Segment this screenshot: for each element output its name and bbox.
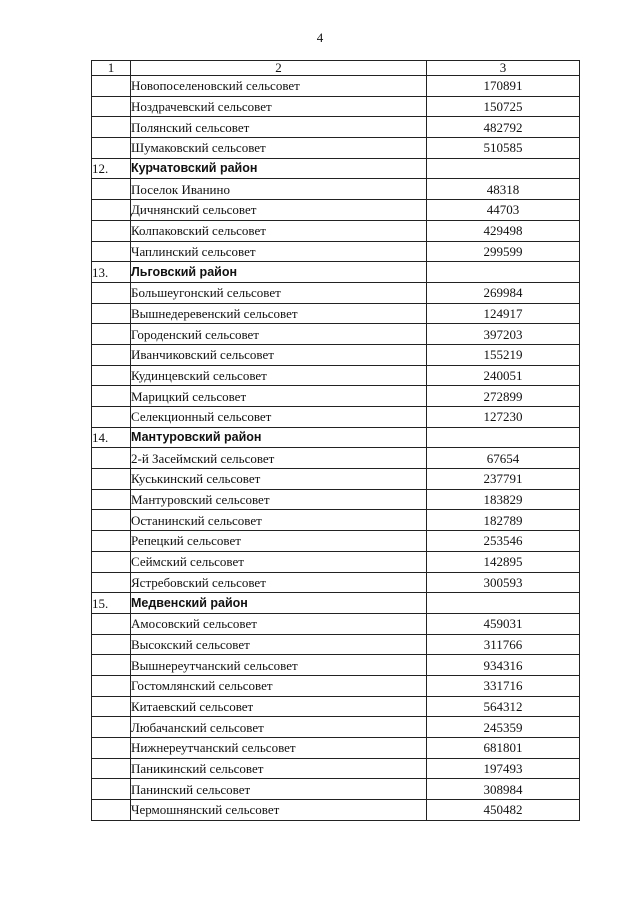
table-row — [92, 738, 580, 759]
row-value: 308984 — [427, 779, 580, 800]
settlement-name: Вышнереутчанский сельсовет — [131, 655, 427, 676]
table-row — [92, 138, 580, 159]
table-row — [92, 696, 580, 717]
table-row — [92, 551, 580, 572]
row-value: 245359 — [427, 717, 580, 738]
row-number: 13. — [92, 262, 131, 283]
table-row — [92, 448, 580, 469]
settlement-name: Куськинский сельсовет — [131, 469, 427, 490]
row-value: 450482 — [427, 800, 580, 821]
row-number — [92, 96, 131, 117]
row-number: 15. — [92, 593, 131, 614]
row-value: 44703 — [427, 200, 580, 221]
row-value: 397203 — [427, 324, 580, 345]
row-number — [92, 138, 131, 159]
row-number — [92, 531, 131, 552]
row-value: 67654 — [427, 448, 580, 469]
settlement-name: Иванчиковский сельсовет — [131, 344, 427, 365]
row-number — [92, 758, 131, 779]
row-value: 150725 — [427, 96, 580, 117]
table-row — [92, 489, 580, 510]
row-number — [92, 510, 131, 531]
row-value: 170891 — [427, 76, 580, 97]
row-number — [92, 469, 131, 490]
settlement-name: Селекционный сельсовет — [131, 407, 427, 428]
row-value: 299599 — [427, 241, 580, 262]
row-value: 155219 — [427, 344, 580, 365]
table-header-row — [92, 61, 580, 76]
settlement-name: Кудинцевский сельсовет — [131, 365, 427, 386]
settlement-name: Колпаковский сельсовет — [131, 220, 427, 241]
row-value: 311766 — [427, 634, 580, 655]
settlement-name: Большеугонский сельсовет — [131, 282, 427, 303]
settlement-name: Шумаковский сельсовет — [131, 138, 427, 159]
table-row — [92, 779, 580, 800]
table-row — [92, 469, 580, 490]
row-value: 48318 — [427, 179, 580, 200]
settlement-name: Ястребовский сельсовет — [131, 572, 427, 593]
district-name: Курчатовский район — [131, 158, 427, 179]
table-row — [92, 344, 580, 365]
row-value — [427, 427, 580, 448]
row-value: 331716 — [427, 675, 580, 696]
table-row — [92, 800, 580, 821]
row-number — [92, 324, 131, 345]
row-number — [92, 696, 131, 717]
row-value: 240051 — [427, 365, 580, 386]
settlement-name: Сеймский сельсовет — [131, 551, 427, 572]
table-row — [92, 179, 580, 200]
settlement-name: Ноздрачевский сельсовет — [131, 96, 427, 117]
table-row — [92, 613, 580, 634]
row-value — [427, 158, 580, 179]
row-number — [92, 303, 131, 324]
row-value: 142895 — [427, 551, 580, 572]
row-value: 269984 — [427, 282, 580, 303]
budget-table — [91, 60, 580, 821]
settlement-name: Дичнянский сельсовет — [131, 200, 427, 221]
row-number — [92, 717, 131, 738]
row-number — [92, 220, 131, 241]
settlement-name: 2-й Засеймский сельсовет — [131, 448, 427, 469]
table-row — [92, 200, 580, 221]
table-row — [92, 117, 580, 138]
row-value: 127230 — [427, 407, 580, 428]
table-row — [92, 365, 580, 386]
row-value: 459031 — [427, 613, 580, 634]
settlement-name: Останинский сельсовет — [131, 510, 427, 531]
row-value: 510585 — [427, 138, 580, 159]
row-number — [92, 344, 131, 365]
table-row — [92, 282, 580, 303]
district-row — [92, 593, 580, 614]
row-value: 183829 — [427, 489, 580, 510]
district-row — [92, 158, 580, 179]
settlement-name: Марицкий сельсовет — [131, 386, 427, 407]
row-number — [92, 241, 131, 262]
row-number — [92, 551, 131, 572]
settlement-name: Панинский сельсовет — [131, 779, 427, 800]
row-value: 197493 — [427, 758, 580, 779]
row-number: 14. — [92, 427, 131, 448]
settlement-name: Городенский сельсовет — [131, 324, 427, 345]
row-number — [92, 76, 131, 97]
settlement-name: Любачанский сельсовет — [131, 717, 427, 738]
row-number — [92, 613, 131, 634]
row-number — [92, 282, 131, 303]
row-value: 681801 — [427, 738, 580, 759]
settlement-name: Чермошнянский сельсовет — [131, 800, 427, 821]
district-name: Медвенский район — [131, 593, 427, 614]
district-name: Льговский район — [131, 262, 427, 283]
row-value: 429498 — [427, 220, 580, 241]
table-row — [92, 303, 580, 324]
table-row — [92, 655, 580, 676]
row-number — [92, 779, 131, 800]
row-number — [92, 738, 131, 759]
table-body — [92, 61, 580, 821]
settlement-name: Китаевский сельсовет — [131, 696, 427, 717]
district-name: Мантуровский район — [131, 427, 427, 448]
row-number — [92, 489, 131, 510]
table-row — [92, 510, 580, 531]
settlement-name: Полянский сельсовет — [131, 117, 427, 138]
row-number — [92, 655, 131, 676]
row-number — [92, 200, 131, 221]
row-number — [92, 407, 131, 428]
district-row — [92, 262, 580, 283]
table-row — [92, 407, 580, 428]
table-row — [92, 758, 580, 779]
row-value: 124917 — [427, 303, 580, 324]
table-row — [92, 324, 580, 345]
table-row — [92, 241, 580, 262]
settlement-name: Чаплинский сельсовет — [131, 241, 427, 262]
settlement-name: Вышнедеревенский сельсовет — [131, 303, 427, 324]
table-row — [92, 572, 580, 593]
row-value: 237791 — [427, 469, 580, 490]
row-number — [92, 800, 131, 821]
table-row — [92, 634, 580, 655]
row-value: 934316 — [427, 655, 580, 676]
table-row — [92, 531, 580, 552]
table-row — [92, 220, 580, 241]
table-row — [92, 675, 580, 696]
row-value: 253546 — [427, 531, 580, 552]
row-number — [92, 386, 131, 407]
row-value — [427, 593, 580, 614]
row-number — [92, 448, 131, 469]
settlement-name: Паникинский сельсовет — [131, 758, 427, 779]
settlement-name: Мантуровский сельсовет — [131, 489, 427, 510]
header-col-2: 2 — [131, 61, 427, 76]
row-number — [92, 675, 131, 696]
table-row — [92, 96, 580, 117]
row-number — [92, 117, 131, 138]
settlement-name: Нижнереутчанский сельсовет — [131, 738, 427, 759]
settlement-name: Поселок Иванино — [131, 179, 427, 200]
row-value: 300593 — [427, 572, 580, 593]
settlement-name: Высокский сельсовет — [131, 634, 427, 655]
settlement-name: Амосовский сельсовет — [131, 613, 427, 634]
header-col-3: 3 — [427, 61, 580, 76]
row-number — [92, 179, 131, 200]
row-value: 482792 — [427, 117, 580, 138]
row-number — [92, 365, 131, 386]
row-number — [92, 572, 131, 593]
page-number: 4 — [316, 30, 324, 45]
row-number — [92, 634, 131, 655]
row-value: 564312 — [427, 696, 580, 717]
row-value: 272899 — [427, 386, 580, 407]
row-value — [427, 262, 580, 283]
settlement-name: Новопоселеновский сельсовет — [131, 76, 427, 97]
table-row — [92, 717, 580, 738]
row-value: 182789 — [427, 510, 580, 531]
settlement-name: Репецкий сельсовет — [131, 531, 427, 552]
settlement-name: Гостомлянский сельсовет — [131, 675, 427, 696]
row-number: 12. — [92, 158, 131, 179]
table-row — [92, 76, 580, 97]
table-row — [92, 386, 580, 407]
header-col-1: 1 — [92, 61, 131, 76]
district-row — [92, 427, 580, 448]
